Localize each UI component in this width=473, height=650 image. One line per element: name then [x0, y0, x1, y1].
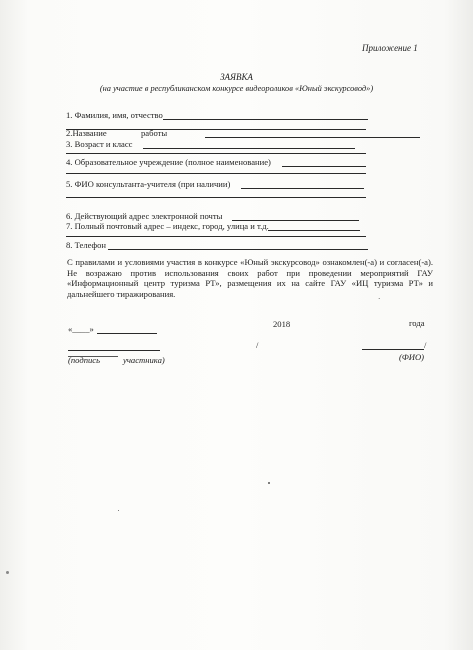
signature-separator: /	[256, 340, 259, 350]
date-day-placeholder: «____»	[68, 324, 94, 334]
field-line-postal-2[interactable]	[66, 236, 366, 237]
field-label-consultant: 5. ФИО консультанта-учителя (при наличии)	[66, 179, 231, 189]
field-line-postal[interactable]	[268, 230, 360, 231]
field-line-consultant-2[interactable]	[66, 197, 366, 198]
field-label-name: 1. Фамилия, имя, отчество	[66, 110, 163, 120]
consent-text	[67, 257, 433, 299]
fio-line[interactable]	[362, 349, 424, 350]
field-line-age-2[interactable]	[66, 153, 366, 154]
form-title: ЗАЯВКА	[220, 72, 253, 82]
signature-line[interactable]	[68, 350, 160, 351]
consent-paragraph-2: Не возражаю против использования своих работ при проведении мероприятий ГАУ «Информационный центр туризма РТ», размещения их на сайте ГАУ «ИЦ туризма РТ» и дальнейшего тиражирования.	[67, 267, 433, 299]
date-month-line[interactable]	[97, 333, 157, 334]
stray-mark: ·	[378, 295, 381, 303]
fio-caption: (ФИО)	[399, 352, 425, 362]
field-line-school[interactable]	[282, 166, 366, 167]
form-subtitle: (на участие в республиканском конкурсе видеороликов «Юный экскурсовод»)	[99, 84, 374, 93]
fio-end-slash: /	[424, 340, 427, 350]
signature-caption-a: (подпись	[68, 355, 101, 365]
date-year-word: года	[409, 318, 425, 328]
date-year: 2018	[273, 319, 291, 329]
field-line-job[interactable]	[205, 137, 420, 138]
field-line-phone[interactable]	[108, 249, 368, 250]
field-line-school-2[interactable]	[66, 173, 366, 174]
field-label-school: 4. Образовательное учреждение (полное наименование)	[66, 157, 271, 167]
field-label-age: 3. Возраст и класс	[66, 139, 133, 149]
field-line-consultant[interactable]	[241, 188, 364, 189]
consent-paragraph-1: С правилами и условиями участия в конкурсе «Юный экскурсовод» ознакомлен(-а) и согласен(-а).	[67, 257, 433, 267]
field-label-phone: 8. Телефон	[66, 240, 107, 250]
field-label-postal: 7. Полный почтовый адрес – индекс, город, улица и т.д.	[66, 221, 269, 231]
field-label-email: 6. Действующий адрес электронной почты	[66, 211, 223, 221]
field-line-age[interactable]	[143, 148, 355, 149]
scan-speck	[6, 571, 9, 574]
field-line-name-2[interactable]	[66, 129, 366, 130]
scan-speck	[118, 510, 119, 511]
scan-speck	[268, 482, 270, 484]
field-label-job-b: работы	[141, 128, 168, 138]
appendix-label: Приложение 1	[362, 43, 418, 53]
field-label-job-a: 2.Название	[66, 128, 107, 138]
field-line-name[interactable]	[163, 119, 368, 120]
caption-underline	[68, 356, 118, 357]
signature-caption-b: участника)	[123, 355, 165, 365]
